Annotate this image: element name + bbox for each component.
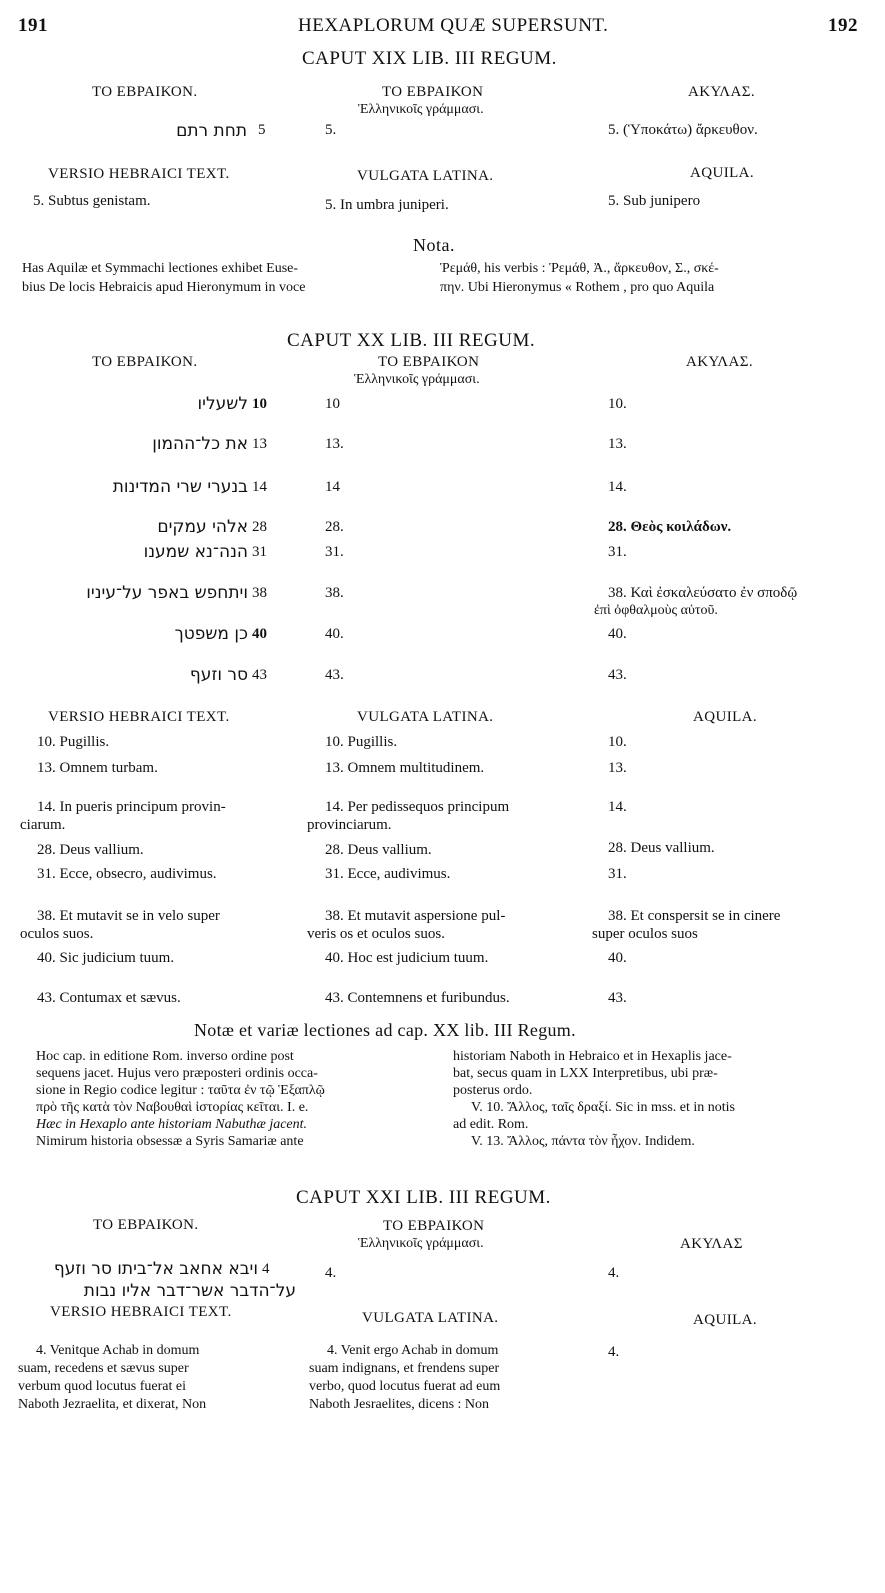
hebrew-verse: הנה־נא שמענו	[143, 542, 248, 562]
aquila-reading: 40.	[608, 626, 627, 642]
vulgata-text: 13. Omnem multitudinem.	[325, 760, 485, 776]
aquila-text-cont: super oculos suos	[592, 926, 698, 942]
hebrew-verse: סר וזעף	[189, 665, 248, 685]
notae-right	[453, 1050, 873, 1152]
vulgata-text	[309, 1344, 594, 1416]
hebrew-verse: תחת רתם	[176, 121, 247, 141]
transliteration: 10	[325, 396, 340, 412]
transliteration: 31.	[325, 544, 344, 560]
aquila-text: 10.	[608, 734, 627, 750]
vulgata-line: 4. Venit ergo Achab in domum	[327, 1343, 499, 1358]
vulgata-text: 5. In umbra juniperi.	[325, 197, 449, 213]
vulgata-text: 43. Contemnens et furibundus.	[325, 990, 510, 1006]
running-title: HEXAPLORUM QUÆ SUPERSUNT.	[298, 15, 609, 36]
versio-text: 31. Ecce, obsecro, audivimus.	[37, 866, 217, 882]
aquila-text: 4.	[608, 1344, 620, 1360]
hebrew-verse: ויתחפש באפר על־עיניו	[86, 583, 248, 603]
versio-text: 5. Subtus genistam.	[33, 193, 151, 209]
vulgata-text: 14. Per pedissequos principum	[325, 799, 510, 815]
transliteration: 40.	[325, 626, 344, 642]
col3-heading: ΑΚΥΛΑΣ.	[686, 354, 754, 370]
versio-text: 28. Deus vallium.	[37, 842, 144, 858]
versio-text: 43. Contumax et sævus.	[37, 990, 181, 1006]
hebrew-verse: אלהי עמקים	[157, 517, 248, 537]
aquila-text: 31.	[608, 866, 627, 882]
aquila-text: 5. Sub junipero	[608, 193, 701, 209]
notae-left	[36, 1050, 436, 1152]
aquila-reading: 43.	[608, 667, 627, 683]
aquila-reading: 13.	[608, 436, 627, 452]
nota-heading: Nota.	[413, 235, 455, 255]
notae-left-line: Hoc cap. in editione Rom. inverso ordine post	[36, 1049, 294, 1064]
transliteration: 14	[325, 479, 340, 495]
nota-left-line: bius De locis Hebraicis apud Hieronymum in voce	[22, 280, 306, 295]
versio-text: 13. Omnem turbam.	[37, 760, 158, 776]
chapter-19-title: CAPUT XIX LIB. III REGUM.	[302, 48, 557, 69]
versio-text-cont: oculos suos.	[20, 926, 94, 942]
hebrew-verse: כן משפטך	[174, 624, 248, 644]
vulgata-heading: VULGATA LATINA.	[357, 168, 494, 184]
aquila-reading: 31.	[608, 544, 627, 560]
verse-number: 31	[252, 544, 267, 560]
verse-number: 4	[262, 1261, 270, 1277]
col1-heading: ΤΟ ΕΒΡΑΙΚΟΝ.	[93, 1217, 199, 1233]
col2-subheading: Ἑλληνικοῖς γράμμασι.	[358, 1236, 484, 1251]
aquila-reading: 14.	[608, 479, 627, 495]
aquila-text: 14.	[608, 799, 627, 815]
aquila-reading: 28. Θεὸς κοιλάδων.	[608, 519, 732, 535]
hebrew-verse-cont: על־הדבר אשר־דבר אליו נבות	[83, 1281, 296, 1301]
aquila-reading: 10.	[608, 396, 627, 412]
col1-heading: ΤΟ ΕΒΡΑΙΚΟΝ.	[92, 84, 198, 100]
vulgata-text: 40. Hoc est judicium tuum.	[325, 950, 489, 966]
transliteration: 28.	[325, 519, 344, 535]
aquila-reading: 5. (Ὑποκάτω) ἄρκευθον.	[608, 122, 758, 138]
verse-number: 43	[252, 667, 267, 683]
versio-text-cont: ciarum.	[20, 817, 66, 833]
vulgata-line: suam indignans, et frendens super	[309, 1361, 500, 1376]
vulgata-text: 28. Deus vallium.	[325, 842, 432, 858]
vulgata-text-cont: veris os et oculos suos.	[307, 926, 445, 942]
versio-heading: VERSIO HEBRAICI TEXT.	[50, 1304, 232, 1320]
aquila-text: 43.	[608, 990, 627, 1006]
versio-line: verbum quod locutus fuerat ei	[18, 1379, 186, 1394]
nota-right	[440, 262, 870, 295]
versio-line: Naboth Jezraelita, et dixerat, Non	[18, 1397, 207, 1412]
vulgata-text: 31. Ecce, audivimus.	[325, 866, 451, 882]
verse-number: 5	[258, 122, 266, 138]
versio-line: 4. Venitque Achab in domum	[36, 1343, 200, 1358]
notae-left-line: Nimirum historia obsessæ a Syris Samariæ ante	[36, 1134, 304, 1149]
col2-heading: ΤΟ ΕΒΡΑΙΚΟΝ	[382, 84, 484, 100]
aquila-heading: AQUILA.	[693, 1312, 758, 1328]
nota-right-line: Ῥεμάθ, his verbis : Ῥεμάθ, Ἀ., ἄρκευθον, Σ., σκέ-	[440, 261, 719, 276]
notae-right-line: ad edit. Rom.	[453, 1117, 529, 1132]
verse-number: 13	[252, 436, 267, 452]
aquila-text: 38. Et conspersit se in cinere	[608, 908, 781, 924]
chapter-21-title: CAPUT XXI LIB. III REGUM.	[296, 1187, 551, 1208]
nota-right-line: πην. Ubi Hieronymus « Rothem , pro quo Aquila	[440, 280, 715, 295]
notae-right-line: V. 13. Ἄλλος, πάντα τὸν ἦχον. Indidem.	[471, 1134, 695, 1149]
versio-text: 14. In pueris principum provin-	[37, 799, 226, 815]
verse-number: 28	[252, 519, 267, 535]
versio-heading: VERSIO HEBRAICI TEXT.	[48, 166, 230, 182]
aquila-heading: AQUILA.	[690, 165, 755, 181]
versio-text: 38. Et mutavit se in velo super	[37, 908, 220, 924]
verse-number: 10	[252, 396, 267, 412]
aquila-text: 28. Deus vallium.	[608, 840, 715, 856]
vulgata-line: verbo, quod locutus fuerat ad eum	[309, 1379, 501, 1394]
vulgata-text: 38. Et mutavit aspersione pul-	[325, 908, 506, 924]
notae-right-line: historiam Naboth in Hebraico et in Hexaplis jace-	[453, 1049, 732, 1064]
versio-text	[18, 1344, 298, 1416]
versio-text: 10. Pugillis.	[37, 734, 110, 750]
transliteration: 13.	[325, 436, 344, 452]
col2-heading: ΤΟ ΕΒΡΑΙΚΟΝ	[383, 1218, 485, 1234]
transliteration: 5.	[325, 122, 337, 138]
vulgata-heading: VULGATA LATINA.	[362, 1310, 499, 1326]
page-number-left: 191	[18, 15, 48, 36]
aquila-text: 13.	[608, 760, 627, 776]
vulgata-text: 10. Pugillis.	[325, 734, 398, 750]
aquila-reading: 38. Καὶ ἐσκαλεύσατο ἐν σποδῷ	[608, 585, 798, 601]
nota-left	[22, 262, 427, 295]
chapter-20-title: CAPUT XX LIB. III REGUM.	[287, 330, 536, 351]
aquila-heading: AQUILA.	[693, 709, 758, 725]
vulgata-text-cont: provinciarum.	[307, 817, 392, 833]
hebrew-verse: לשעליו	[197, 394, 248, 414]
aquila-text: 40.	[608, 950, 627, 966]
notae-right-line: posterus ordo.	[453, 1083, 533, 1098]
aquila-reading: 4.	[608, 1265, 620, 1281]
notae-left-line: πρὸ τῆς κατὰ τὸν Ναβουθαὶ ἱστορίας κεῖται. I. e.	[36, 1100, 309, 1115]
notae-left-line: Hæc in Hexaplo ante historiam Nabuthæ jacent.	[36, 1117, 308, 1132]
vulgata-heading: VULGATA LATINA.	[357, 709, 494, 725]
col2-heading: ΤΟ ΕΒΡΑΙΚΟΝ	[378, 354, 480, 370]
page-number-right: 192	[828, 15, 858, 36]
notae-left-line: sequens jacet. Hujus vero præposteri ordinis occa-	[36, 1066, 318, 1081]
versio-line: suam, recedens et sævus super	[18, 1361, 189, 1376]
nota-left-line: Has Aquilæ et Symmachi lectiones exhibet Euse-	[22, 261, 299, 276]
notae-right-line: V. 10. Ἄλλος, ταῖς δραξί. Sic in mss. et in notis	[471, 1100, 735, 1115]
col3-heading: ΑΚΥΛΑΣ	[680, 1236, 743, 1252]
verse-number: 14	[252, 479, 267, 495]
col2-subheading: Ἑλληνικοῖς γράμμασι.	[358, 102, 484, 117]
transliteration: 4.	[325, 1265, 337, 1281]
hebrew-verse: ויבא אחאב אל־ביתו סר וזעף	[53, 1259, 258, 1279]
versio-text: 40. Sic judicium tuum.	[37, 950, 175, 966]
notae-right-line: bat, secus quam in LXX Interpretibus, ubi præ-	[453, 1066, 718, 1081]
versio-heading: VERSIO HEBRAICI TEXT.	[48, 709, 230, 725]
hebrew-verse: בנערי שרי המדינות	[112, 477, 248, 497]
verse-number: 40	[252, 626, 267, 642]
verse-number: 38	[252, 585, 267, 601]
hebrew-verse: את כל־ההמון	[152, 434, 248, 454]
notae-left-line: sione in Regio codice legitur : ταῦτα ἐν τῷ Ἑξαπλῷ	[36, 1083, 325, 1098]
notae-heading: Notæ et variæ lectiones ad cap. XX lib. III Regum.	[194, 1020, 576, 1040]
aquila-reading-cont: ἐπὶ ὀφθαλμοὺς αὐτοῦ.	[594, 603, 718, 618]
col3-heading: ΑΚΥΛΑΣ.	[688, 84, 756, 100]
col2-subheading: Ἑλληνικοῖς γράμμασι.	[354, 372, 480, 387]
transliteration: 43.	[325, 667, 344, 683]
transliteration: 38.	[325, 585, 344, 601]
col1-heading: ΤΟ ΕΒΡΑΙΚΟΝ.	[92, 354, 198, 370]
vulgata-line: Naboth Jesraelites, dicens : Non	[309, 1397, 490, 1412]
